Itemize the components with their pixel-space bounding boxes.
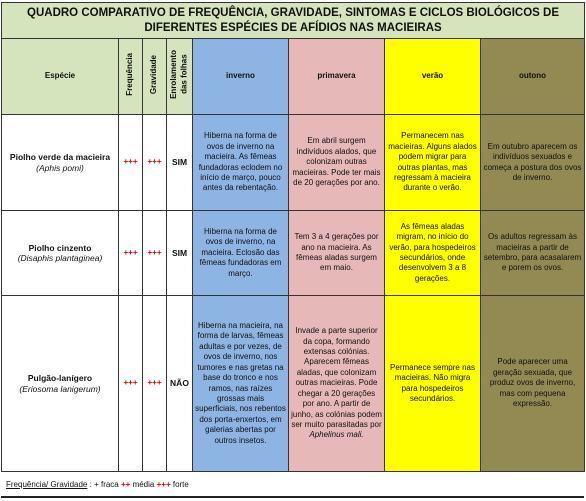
frequency-value: +++	[119, 296, 143, 472]
species-scientific-name: (Disaphis plantaginea)	[17, 253, 103, 263]
frequency-value: +++	[119, 211, 143, 296]
primavera-cell	[289, 296, 385, 472]
table-row	[2, 211, 585, 296]
species-name: Pulgão-lanígero	[27, 373, 93, 384]
header-enrolamento	[167, 39, 193, 115]
outono-cell: Os adultos regressam às macieiras a partir de setembro, para acasalarem e porem os ovos.	[481, 211, 585, 296]
inverno-cell: Hiberna na forma de ovos de inverno na macieira. As fêmeas fundadoras eclodem no início de março, pouco antes da rebentação.	[193, 115, 289, 211]
legend-forte-mark: +++	[156, 480, 171, 489]
table-title: QUADRO COMPARATIVO DE FREQUÊNCIA, GRAVIDADE, SINTOMAS E CICLOS BIOLÓGICOS DE DIFERENTES ESPÉCIES DE AFÍDIOS NAS MACIEIRAS	[2, 3, 585, 39]
frequency-value: +++	[119, 115, 143, 211]
species-cell	[2, 115, 119, 211]
header-verao: verão	[385, 39, 481, 115]
header-gravidade-label: Gravidade	[149, 55, 159, 95]
severity-value: +++	[143, 296, 167, 472]
table-row	[2, 115, 585, 211]
header-outono: outono	[481, 39, 585, 115]
outono-cell: Pode aparecer uma geração sexuada, que produz ovos de inverno, mas com pequena expressão.	[481, 296, 585, 472]
species-cell	[2, 296, 119, 472]
species-scientific-name: (Eriosoma lanigerum)	[19, 383, 101, 394]
header-inverno: inverno	[193, 39, 289, 115]
verao-cell: Permanece sempre nas macieiras. Não migra para hospedeiros secundários.	[385, 296, 481, 472]
species-name: Piolho verde da macieira	[9, 152, 111, 163]
leaf-curl-value: NÃO	[167, 296, 193, 472]
header-frequencia-label: Frequência	[125, 53, 135, 97]
species-scientific-name: (Aphis pomi)	[36, 162, 84, 173]
primavera-cell: Em abril surgem indivíduos alados, que colonizam outras macieiras. Pode ter mais de 20 gerações por ano.	[289, 115, 385, 211]
legend	[6, 480, 189, 489]
inverno-cell: Hiberna na forma de ovos de inverno, na macieira. Eclosão das fêmeas fundadoras em março.	[193, 211, 289, 296]
verao-cell: Permanecem nas macieiras. Alguns alados podem migrar para outras plantas, mas regressam à macieira durante o verão.	[385, 115, 481, 211]
legend-media-mark: ++	[120, 480, 131, 489]
header-gravidade	[143, 39, 167, 115]
species-cell	[2, 211, 119, 296]
parasite-scientific-name: Aphelinus mali.	[309, 430, 364, 440]
verao-cell: As fêmeas aladas migram, no início do verão, para hospedeiros secundários, onde desenvolvem 3 a 8 gerações.	[385, 211, 481, 296]
legend-label: Frequência/ Gravidade	[6, 480, 88, 489]
severity-value: +++	[143, 211, 167, 296]
legend-forte-text: forte	[172, 480, 189, 489]
comparison-table	[1, 2, 585, 472]
legend-fraca: : + fraca	[89, 480, 119, 489]
inverno-cell: Hiberna na macieira, na forma de larvas, fêmeas adultas e por vezes, de ovos de inverno, nos tumores e nas gretas na base do tronco e nos ramos, nas raízes grossas mais superficiais, nos rebentos dos porta-enxertos, em galerias abertas por outros insetos.	[193, 296, 289, 472]
bottom-divider	[1, 496, 584, 498]
header-enrolamento-label: Enrolamento das folhas	[169, 50, 189, 100]
primavera-cell: Tem 3 a 4 gerações por ano na macieira. As fêmeas aladas surgem em maio.	[289, 211, 385, 296]
header-frequencia	[119, 39, 143, 115]
header-especie: Espécie	[2, 39, 119, 115]
leaf-curl-value: SIM	[167, 115, 193, 211]
leaf-curl-value: SIM	[167, 211, 193, 296]
legend-media-text: média	[132, 480, 155, 489]
primavera-text: Invade a parte superior da copa, formando extensas colónias. Aparecem fêmeas aladas, que colonizam outras macieiras. Pode chegar a 20 gerações por ano. A partir de junho, as colónias podem ser muito parasitadas por	[291, 326, 382, 429]
species-name: Piolho cinzento	[28, 242, 92, 253]
table-row	[2, 296, 585, 472]
header-primavera: primavera	[289, 39, 385, 115]
outono-cell: Em outubro aparecem os indivíduos sexuados e começa a postura dos ovos de inverno.	[481, 115, 585, 211]
severity-value: +++	[143, 115, 167, 211]
